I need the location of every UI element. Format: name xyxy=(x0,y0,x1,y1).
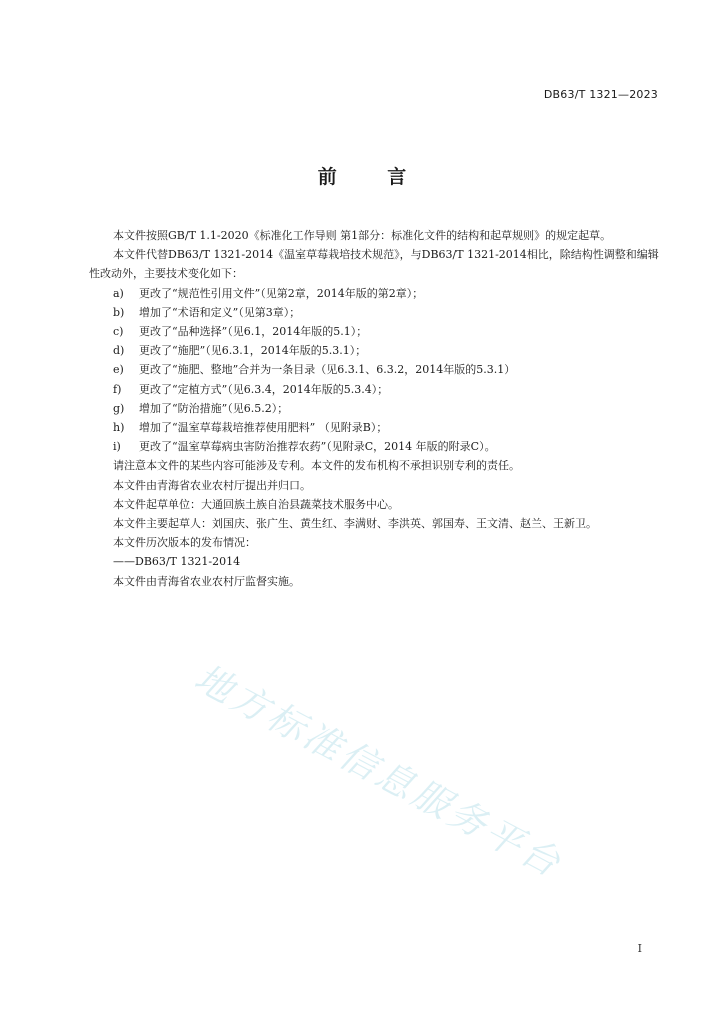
changes-list xyxy=(89,284,661,457)
list-item xyxy=(89,341,661,360)
list-item-text: 更改了“施肥、整地”合并为一条目录（见6.3.1、6.3.2，2014年版的5.3.1） xyxy=(139,363,516,377)
paragraph-replacement: 本文件代替DB63/T 1321-2014《温室草莓栽培技术规范》，与DB63/T 1321-2014相比，除结构性调整和编辑性改动外，主要技术变化如下： xyxy=(89,248,659,281)
list-item xyxy=(89,322,661,341)
paragraph-drafting-basis: 本文件按照GB/T 1.1-2020《标准化工作导则 第1部分：标准化文件的结构和起草规则》的规定起草。 xyxy=(113,229,612,242)
list-item-text: 更改了“品种选择”（见6.1，2014年版的5.1）； xyxy=(139,325,368,339)
list-item-label: i) xyxy=(113,440,121,454)
list-item-label: b) xyxy=(113,305,125,319)
document-code: DB63/T 1321—2023 xyxy=(543,88,658,101)
history-intro: 本文件历次版本的发布情况： xyxy=(113,536,256,550)
drafting-unit: 本文件起草单位：大通回族土族自治县蔬菜技术服务中心。 xyxy=(113,497,399,511)
list-item-label: c) xyxy=(113,325,124,339)
list-item xyxy=(89,399,661,418)
foreword-body xyxy=(89,226,661,591)
patent-notice: 请注意本文件的某些内容可能涉及专利。本文件的发布机构不承担识别专利的责任。 xyxy=(113,459,520,473)
list-item-text: 增加了“温室草莓栽培推荐使用肥料” （见附录B）； xyxy=(139,421,388,435)
list-item-label: h) xyxy=(113,421,125,435)
list-item xyxy=(89,437,661,456)
list-item-label: f) xyxy=(113,382,122,396)
list-item-text: 更改了“定植方式”（见6.3.4，2014年版的5.3.4）； xyxy=(139,382,389,396)
list-item-label: g) xyxy=(113,401,125,415)
list-item-text: 更改了“温室草莓病虫害防治推荐农药”（见附录C，2014 年版的附录C）。 xyxy=(139,440,496,454)
list-item-text: 更改了“施肥”（见6.3.1，2014年版的5.3.1）； xyxy=(139,344,367,358)
list-item-text: 更改了“规范性引用文件”（见第2章，2014年版的第2章）； xyxy=(139,286,424,300)
list-item xyxy=(89,418,661,437)
list-item xyxy=(89,303,661,322)
page-title: 前 言 xyxy=(317,166,429,188)
list-item xyxy=(89,284,661,303)
list-item-text: 增加了“防治措施”（见6.5.2）； xyxy=(139,401,289,415)
page-number: I xyxy=(637,942,642,955)
list-item xyxy=(89,360,661,379)
list-item xyxy=(89,380,661,399)
proposer-statement: 本文件由青海省农业农村厅提出并归口。 xyxy=(113,478,311,492)
drafters: 本文件主要起草人：刘国庆、张广生、黄生红、李满财、李洪英、郭国寿、王文清、赵兰、王新卫。 xyxy=(113,517,597,531)
history-item: ——DB63/T 1321-2014 xyxy=(113,555,241,569)
supervision-statement: 本文件由青海省农业农村厅监督实施。 xyxy=(113,574,300,588)
list-item-label: a) xyxy=(113,286,124,300)
list-item-label: e) xyxy=(113,363,124,377)
watermark: 地方标准信息服务平台 xyxy=(187,655,570,887)
list-item-label: d) xyxy=(113,344,125,358)
list-item-text: 增加了“术语和定义”（见第3章）； xyxy=(139,305,301,319)
